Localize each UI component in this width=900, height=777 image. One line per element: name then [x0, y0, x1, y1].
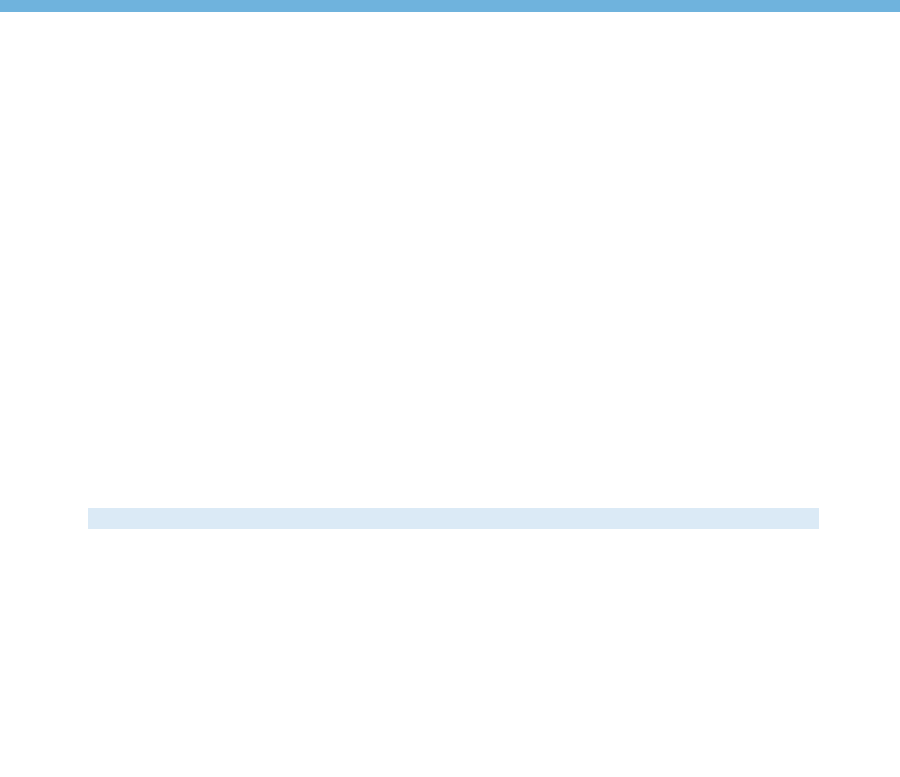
whitworth-section-heading — [88, 508, 819, 529]
top-color-band — [0, 0, 900, 12]
page-title — [88, 76, 107, 97]
side-category-nav — [834, 98, 900, 777]
